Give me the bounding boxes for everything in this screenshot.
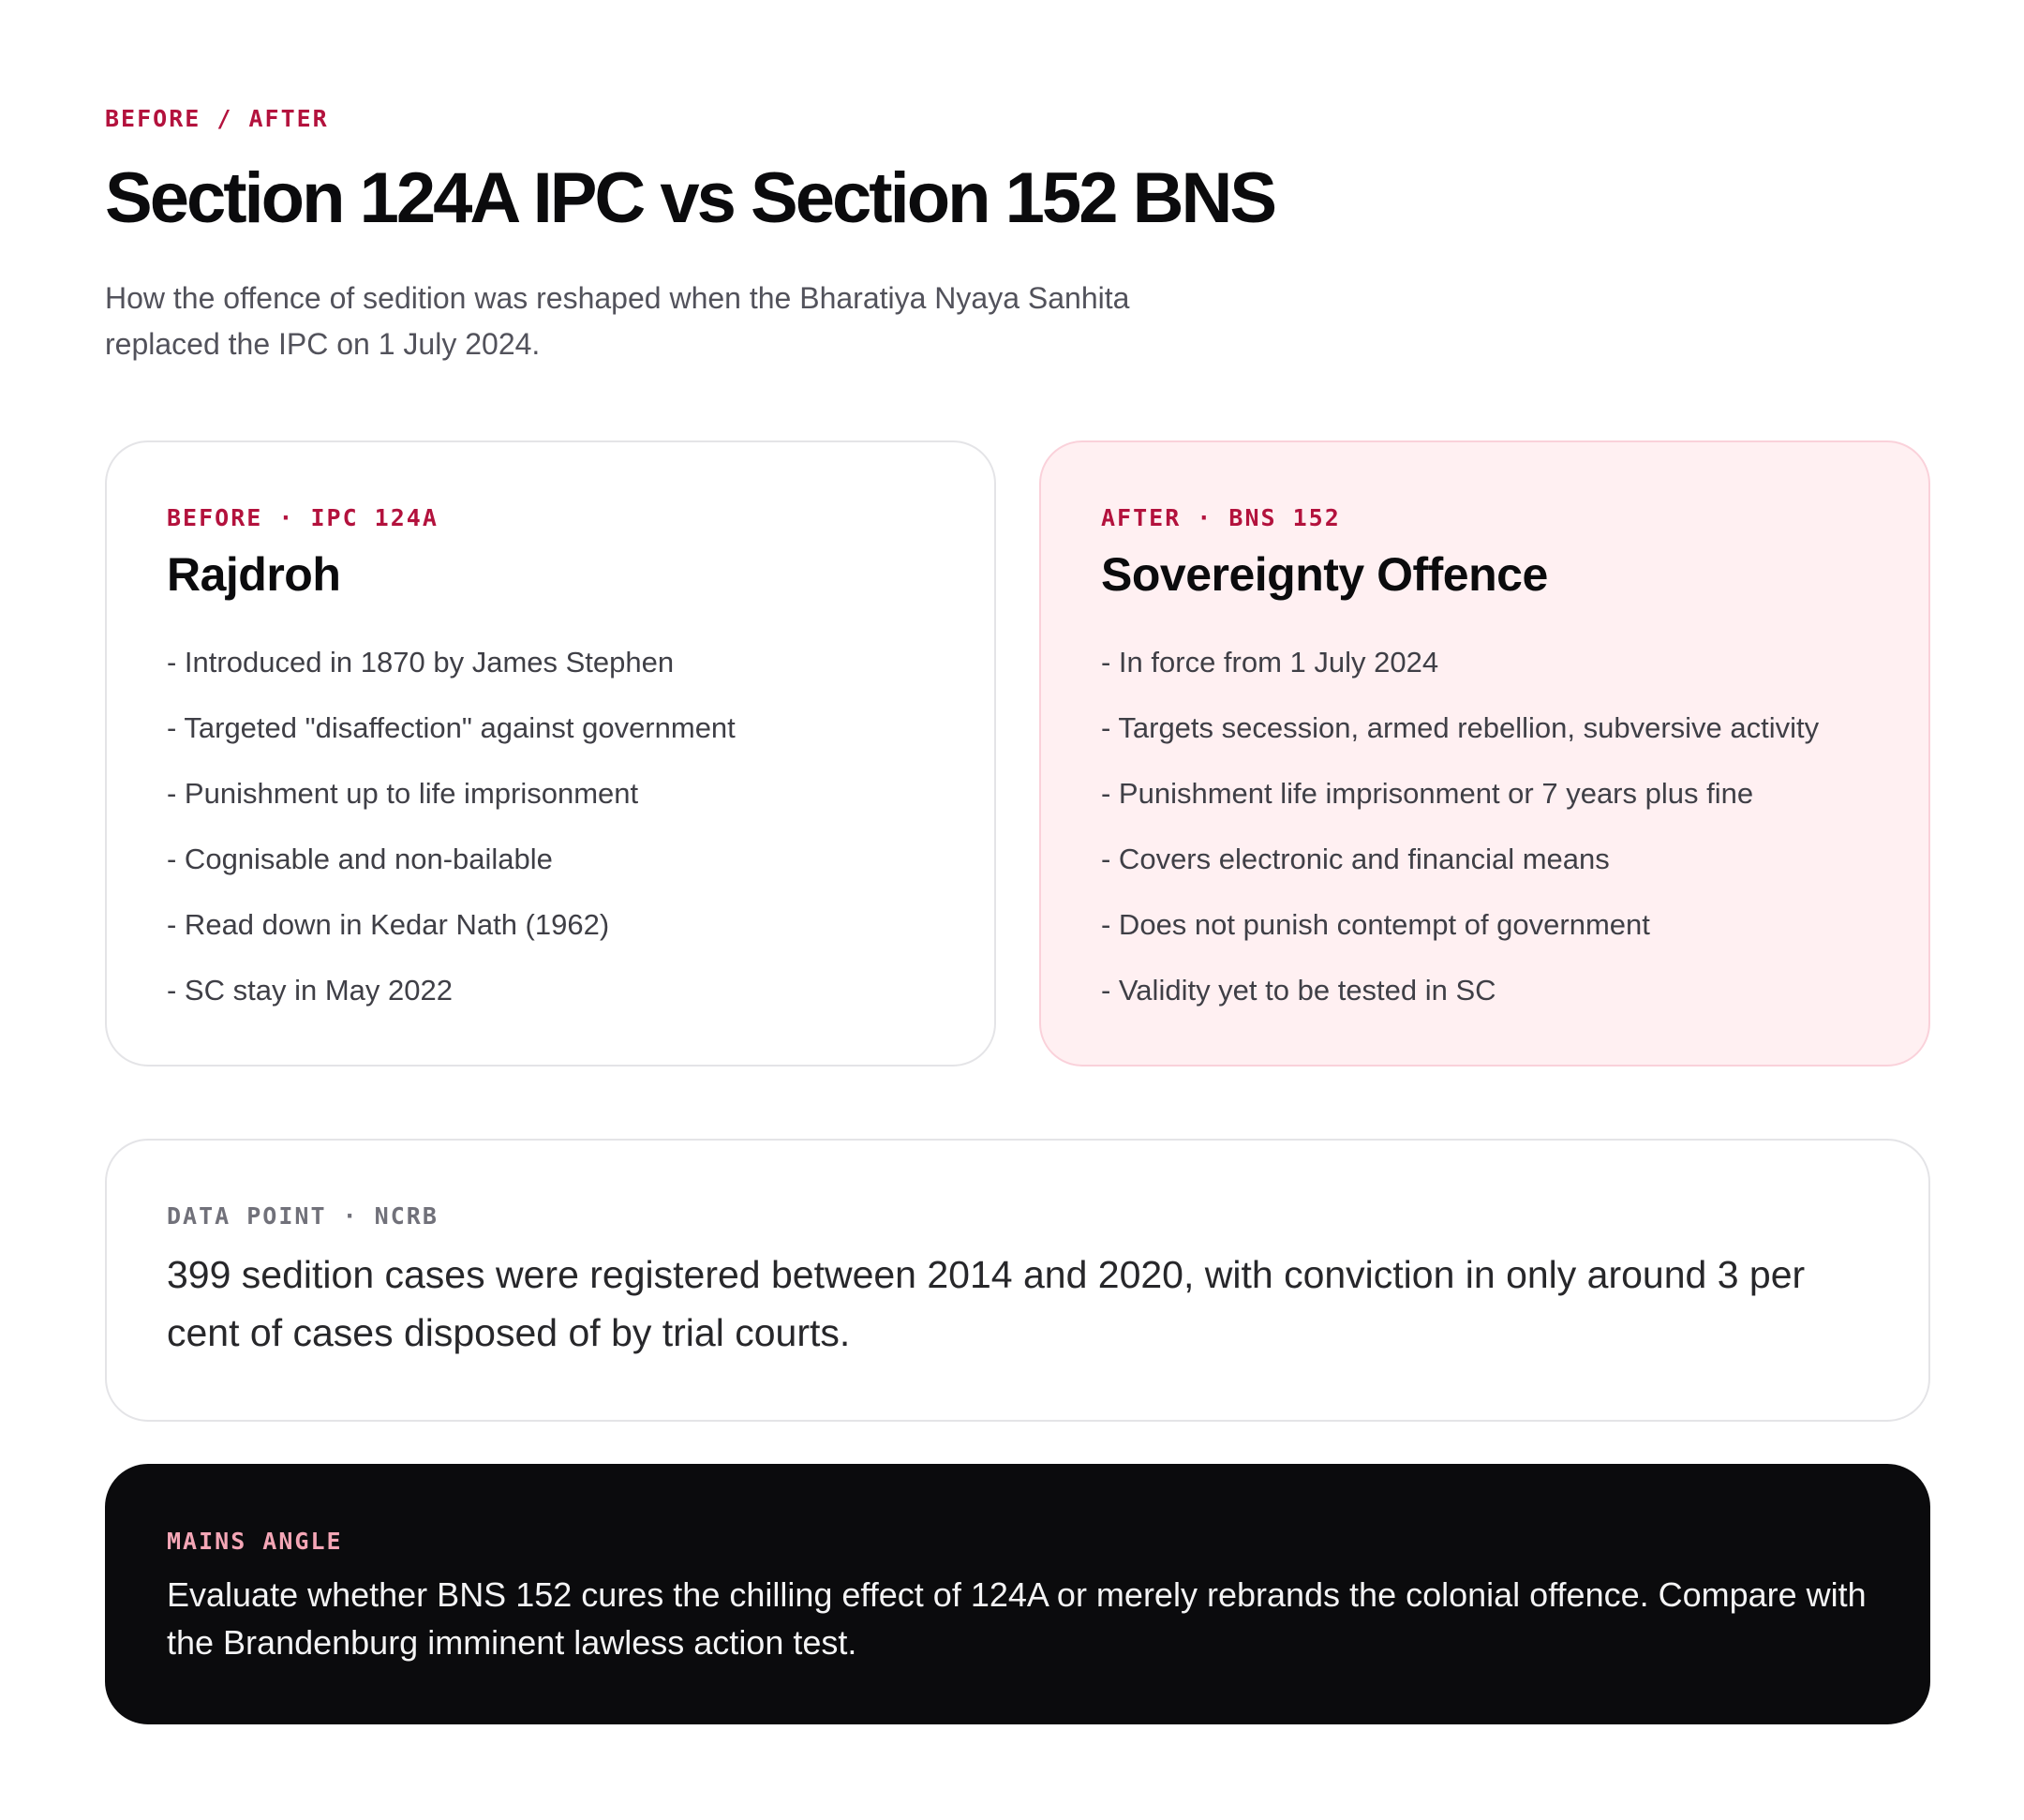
after-card [1039, 440, 1930, 1067]
list-item: - Covers electronic and financial means [1101, 843, 1610, 875]
data-point-card [105, 1139, 1930, 1422]
list-item: - Introduced in 1870 by James Stephen [167, 646, 675, 679]
data-point-label: DATA POINT · NCRB [167, 1202, 439, 1230]
list-item: - SC stay in May 2022 [167, 974, 453, 1007]
before-list [167, 630, 736, 1023]
mains-angle-text: Evaluate whether BNS 152 cures the chilling effect of 124A or merely rebrands the colonial offence. Compare with the Brandenburg imminent lawless action test. [167, 1575, 1867, 1662]
data-point-text: 399 sedition cases were registered between 2014 and 2020, with conviction in only around 3 per cent of cases disposed of by trial courts. [167, 1253, 1806, 1354]
mains-angle-card [105, 1464, 1930, 1724]
list-item: - Targeted "disaffection" against government [167, 711, 736, 744]
before-card-title: Rajdroh [167, 548, 341, 601]
page-title: Section 124A IPC vs Section 152 BNS [105, 158, 1275, 238]
list-item: - Targets secession, armed rebellion, subversive activity [1101, 711, 1820, 744]
list-item: - Punishment life imprisonment or 7 years plus fine [1101, 777, 1754, 810]
list-item: - Validity yet to be tested in SC [1101, 974, 1496, 1007]
after-card-label: AFTER · BNS 152 [1101, 504, 1341, 531]
mains-angle-label: MAINS ANGLE [167, 1528, 343, 1555]
list-item: - Read down in Kedar Nath (1962) [167, 908, 610, 941]
after-card-title: Sovereignty Offence [1101, 548, 1548, 601]
after-list [1101, 630, 1819, 1023]
list-item: - In force from 1 July 2024 [1101, 646, 1439, 679]
before-card [105, 440, 996, 1067]
list-item: - Does not punish contempt of government [1101, 908, 1650, 941]
page-subtitle: How the offence of sedition was reshaped when the Bharatiya Nyaya Sanhita replaced the IPC on 1 July 2024. [105, 281, 1130, 361]
before-card-label: BEFORE · IPC 124A [167, 504, 439, 531]
list-item: - Punishment up to life imprisonment [167, 777, 639, 810]
list-item: - Cognisable and non-bailable [167, 843, 553, 875]
eyebrow-label: BEFORE / AFTER [105, 105, 329, 132]
